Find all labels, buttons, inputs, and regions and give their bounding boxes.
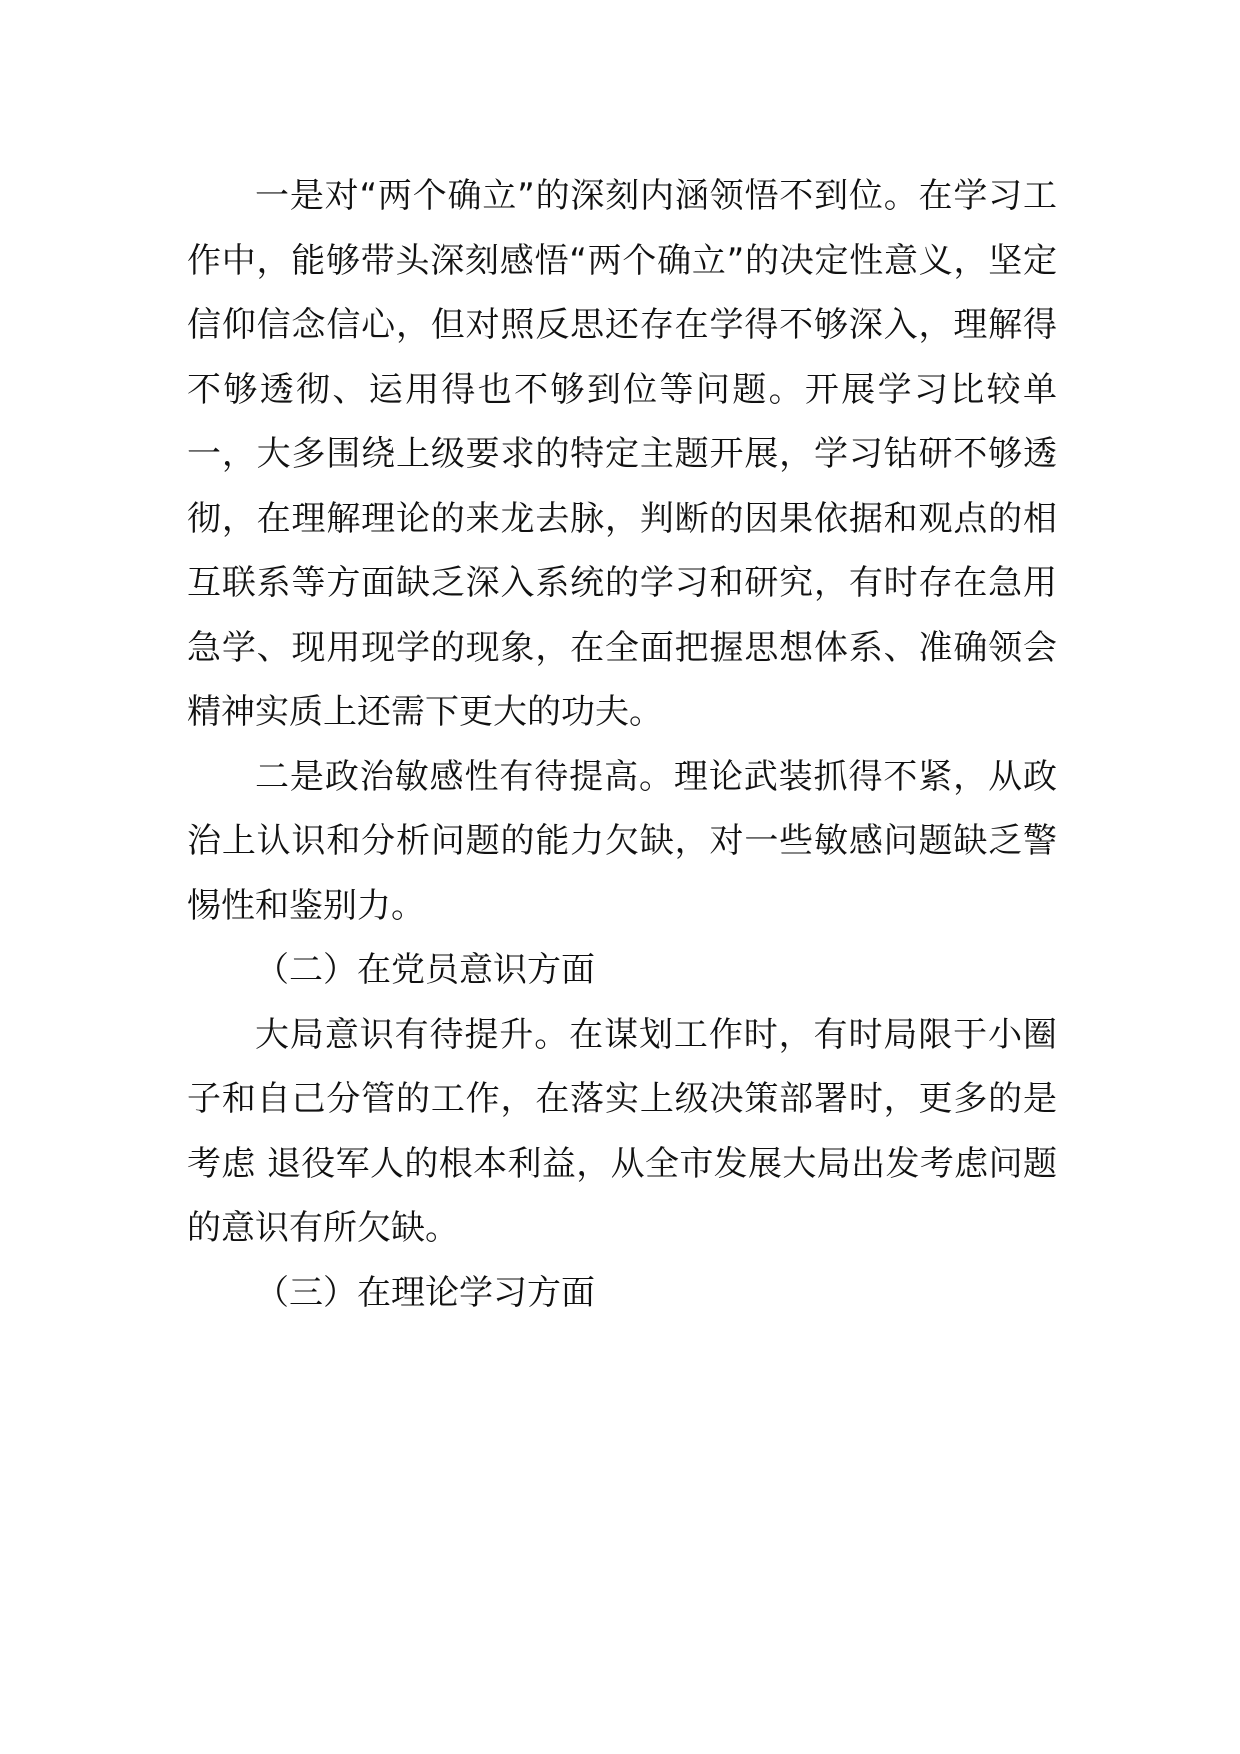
section-heading-party-member-awareness: （二）在党员意识方面 <box>255 950 595 990</box>
paragraph-overall-awareness: 大局意识有待提升。在谋划工作时，有时局限于小圈子和自己分管的工作，在落实上级决策部署时，更多的是考虑 退役军人的根本利益，从全市发展大局出发考虑问题的意识有所欠缺。 <box>187 1014 1057 1248</box>
paragraph-two-establishments: 一是对“两个确立”的深刻内涵领悟不到位。在学习工作中，能够带头深刻感悟“两个确立”的决定性意义，坚定信仰信念信心，但对照反思还存在学得不够深入，理解得不够透彻、运用得也不够到位等问题。开展学习比较单一，大多围绕上级要求的特定主题开展，学习钻研不够透彻，在理解理论的来龙去脉，判断的因果依据和观点的相互联系等方面缺乏深入系统的学习和研究，有时存在急用急学、现用现学的现象，在全面把握思想体系、准确领会精神实质上还需下更大的功夫。 <box>187 176 1057 732</box>
document-body <box>187 164 1057 1325</box>
section-heading-theory-study: （三）在理论学习方面 <box>255 1272 595 1313</box>
paragraph-political-sensitivity: 二是政治敏感性有待提高。理论武装抓得不紧，从政治上认识和分析问题的能力欠缺，对一些敏感问题缺乏警惕性和鉴别力。 <box>187 756 1057 926</box>
